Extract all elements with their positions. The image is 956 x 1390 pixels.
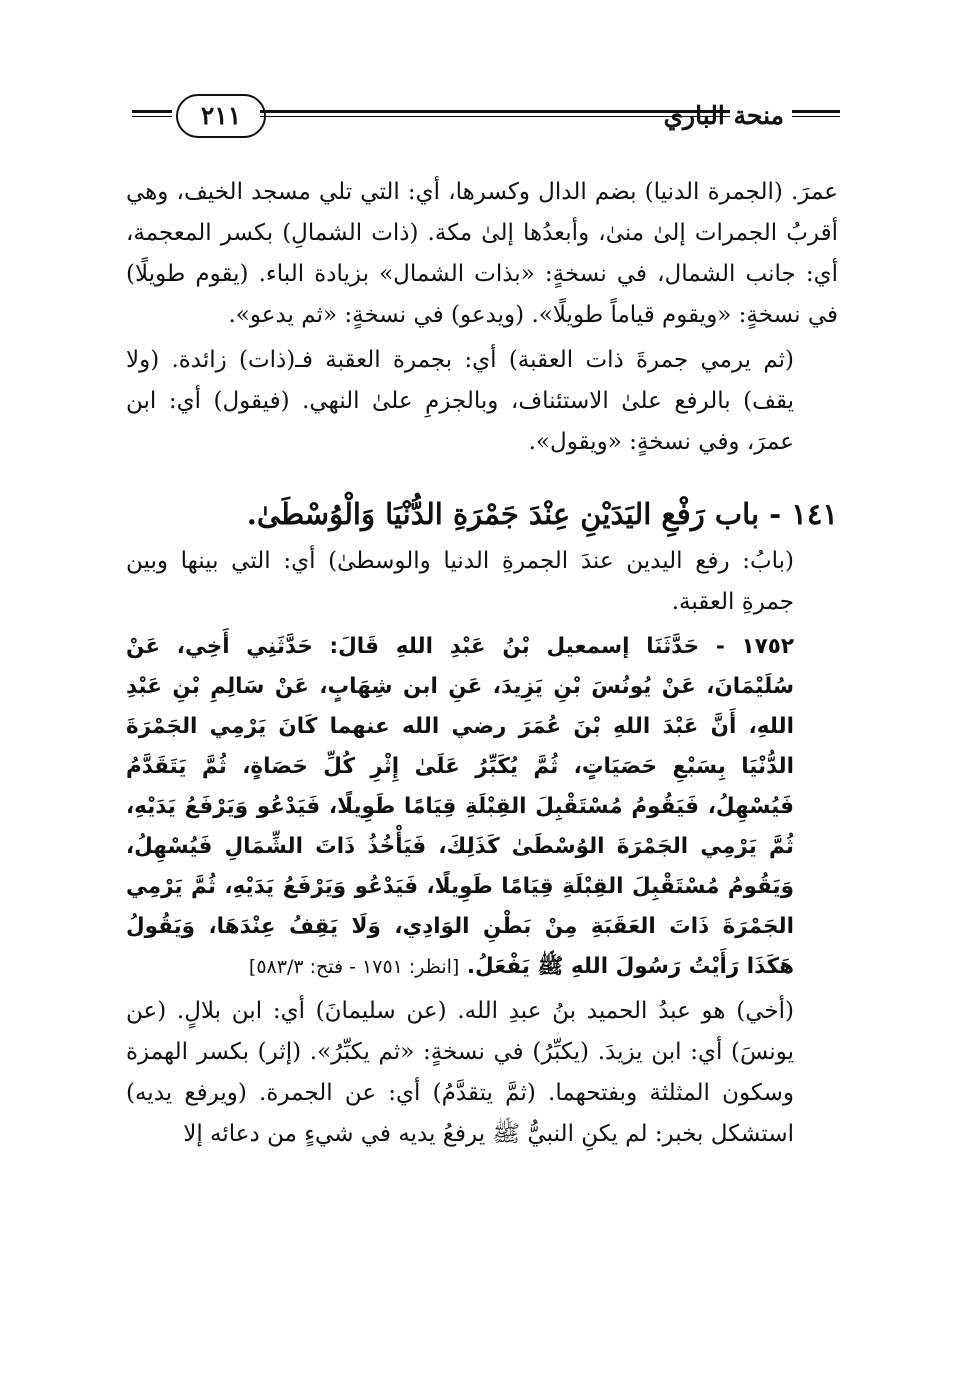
hadith-body: ١٧٥٢ - حَدَّثَنَا إسمعيل بْنُ عَبْدِ اللهِ قَالَ: حَدَّثَنِي أَخِي، عَنْ سُلَيْمَانَ، عَنْ يُونُسَ بْنِ يَزِيدَ، عَنِ ابن شِهَابٍ، عَنْ سَالِمِ بْنِ عَبْدِ اللهِ، أَنَّ عَبْدَ اللهِ بْنَ عُمَرَ رضي الله عنهما كَانَ يَرْمِي الجَمْرَةَ الدُّنْيَا بِسَبْعِ حَصَيَاتٍ، ثُمَّ يُكَبِّرُ عَلَىٰ إِثْرِ كُلِّ حَصَاةٍ، ثُمَّ يَتَقَدَّمُ فَيُسْهِلُ، فَيَقُومُ مُسْتَقْبِلَ القِبْلَةِ قِيَامًا طَوِيلًا، فَيَدْعُو وَيَرْفَعُ يَدَيْهِ، ثُمَّ يَرْمِي الجَمْرَةَ الوُسْطَىٰ كَذَلِكَ، فَيَأْخُذُ ذَاتَ الشِّمَالِ فَيُسْهِلُ، وَيَقُومُ مُسْتَقْبِلَ القِبْلَةِ قِيَامًا طَوِيلًا، فَيَدْعُو وَيَرْفَعُ يَدَيْهِ، ثُمَّ يَرْمِي الجَمْرَةَ ذَاتَ العَقَبَةِ مِنْ بَطْنِ الوَادِي، وَلَا يَقِفُ عِنْدَهَا، وَيَقُولُ هَكَذَا رَأَيْتُ رَسُولَ اللهِ ﷺ يَفْعَلُ. <box>126 634 794 979</box>
running-title: منحة الباري <box>663 101 784 130</box>
hadith-text <box>126 627 838 987</box>
chapter-heading: ١٤١ - باب رَفْعِ اليَدَيْنِ عِنْدَ جَمْرَةِ الدُّنْيَا وَالْوُسْطَىٰ. <box>246 497 838 531</box>
commentary-paragraph-1: عمرَ. (الجمرة الدنيا) بضم الدال وكسرها، أي: التي تلي مسجد الخيف، وهي أقربُ الجمرات إلىٰ منىٰ، وأبعدُها إلىٰ مكة. (ذات الشمالِ) بكسر المعجمة، أي: جانب الشمال، في نسخةٍ: «بذات الشمال» بزيادة الباء. (يقوم طويلًا) في نسخةٍ: «ويقوم قياماً طويلًا». (ويدعو) في نسخةٍ: «ثم يدعو». <box>126 179 838 328</box>
header-rule-left <box>132 110 172 117</box>
header-rule-right <box>792 110 840 117</box>
chapter-commentary: (بابُ: رفع اليدين عندَ الجمرةِ الدنيا والوسطىٰ) أي: التي بينها وبين جمرةِ العقبة. <box>126 548 794 615</box>
commentary-paragraph-2: (ثم يرمي جمرةَ ذات العقبة) أي: بجمرة العقبة فـ(ذات) زائدة. (ولا يقف) بالرفع علىٰ الاستئناف، وبالجزمِ علىٰ النهي. (فيقول) أي: ابن عمرَ، وفي نسخةٍ: «ويقول». <box>126 347 794 455</box>
hadith-reference: [انظر: ١٧٥١ - فتح: ٥٨٣/٣] <box>248 956 460 978</box>
page-body <box>126 172 838 1155</box>
commentary-paragraph-3: (أخي) هو عبدُ الحميد بنُ عبدِ الله. (عن سليمانَ) أي: ابن بلالٍ. (عن يونسَ) أي: ابن يزيدَ. (يكبِّرُ) في نسخةٍ: «ثم يكبِّرُ». (إثر) بكسر الهمزة وسكون المثلثة وبفتحهما. (ثمَّ يتقدَّمُ) أي: عن الجمرة. (ويرفع يديه) استشكل بخبر: لم يكنِ النبيُّ ﷺ يرفعُ يديه في شيءٍ من دعائه إلا <box>126 998 794 1147</box>
page-header <box>120 92 840 142</box>
page-number: ٢١١ <box>176 94 266 138</box>
